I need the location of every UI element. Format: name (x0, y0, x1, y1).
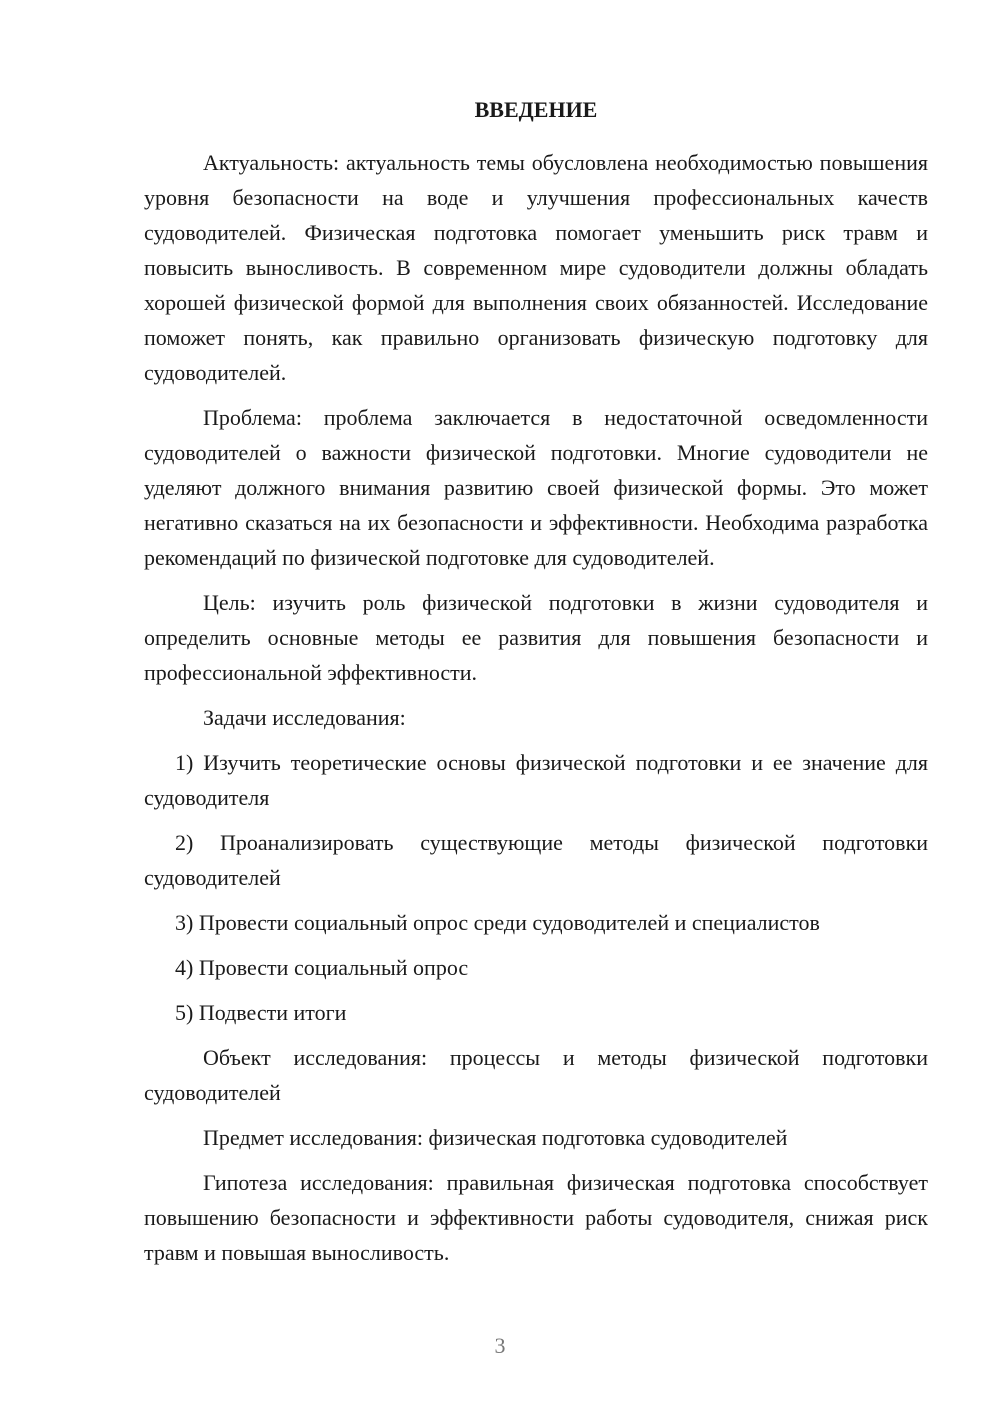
page-number: 3 (494, 1333, 506, 1358)
task-item-2: 2) Проанализировать существующие методы физической подготовки судоводителей (144, 830, 928, 890)
task-item-1: 1) Изучить теоретические основы физической подготовки и ее значение для судоводителя (144, 750, 928, 810)
page-title: ВВЕДЕНИЕ (474, 97, 598, 122)
task-item-4: 4) Провести социальный опрос (175, 955, 469, 980)
document-page (144, 92, 928, 1280)
paragraph-hypothesis: Гипотеза исследования: правильная физическая подготовка способствует повышению безопасности и эффективности работы судоводителя, снижая риск травм и повышая выносливость. (144, 1170, 928, 1265)
paragraph-problem: Проблема: проблема заключается в недостаточной осведомленности судоводителей о важности физической подготовки. Многие судоводители не уделяют должного внимания развитию своей физической формы. Это может негативно сказаться на их безопасности и эффективности. Необходима разработка рекомендаций по физической подготовке для судоводителей. (144, 405, 928, 570)
paragraph-relevance: Актуальность: актуальность темы обусловлена необходимостью повышения уровня безопасности на воде и улучшения профессиональных качеств судоводителей. Физическая подготовка помогает уменьшить риск травм и повысить выносливость. В современном мире судоводители должны обладать хорошей физической формой для выполнения своих обязанностей. Исследование поможет понять, как правильно организовать физическую подготовку для судоводителей. (144, 150, 928, 385)
task-item-5: 5) Подвести итоги (175, 1000, 347, 1025)
task-item-3: 3) Провести социальный опрос среди судоводителей и специалистов (175, 910, 820, 935)
paragraph-tasks-heading: Задачи исследования: (203, 705, 406, 730)
paragraph-object: Объект исследования: процессы и методы физической подготовки судоводителей (144, 1045, 928, 1105)
paragraph-subject: Предмет исследования: физическая подготовка судоводителей (203, 1125, 788, 1150)
paragraph-goal: Цель: изучить роль физической подготовки в жизни судоводителя и определить основные методы ее развития для повышения безопасности и профессиональной эффективности. (144, 590, 928, 685)
